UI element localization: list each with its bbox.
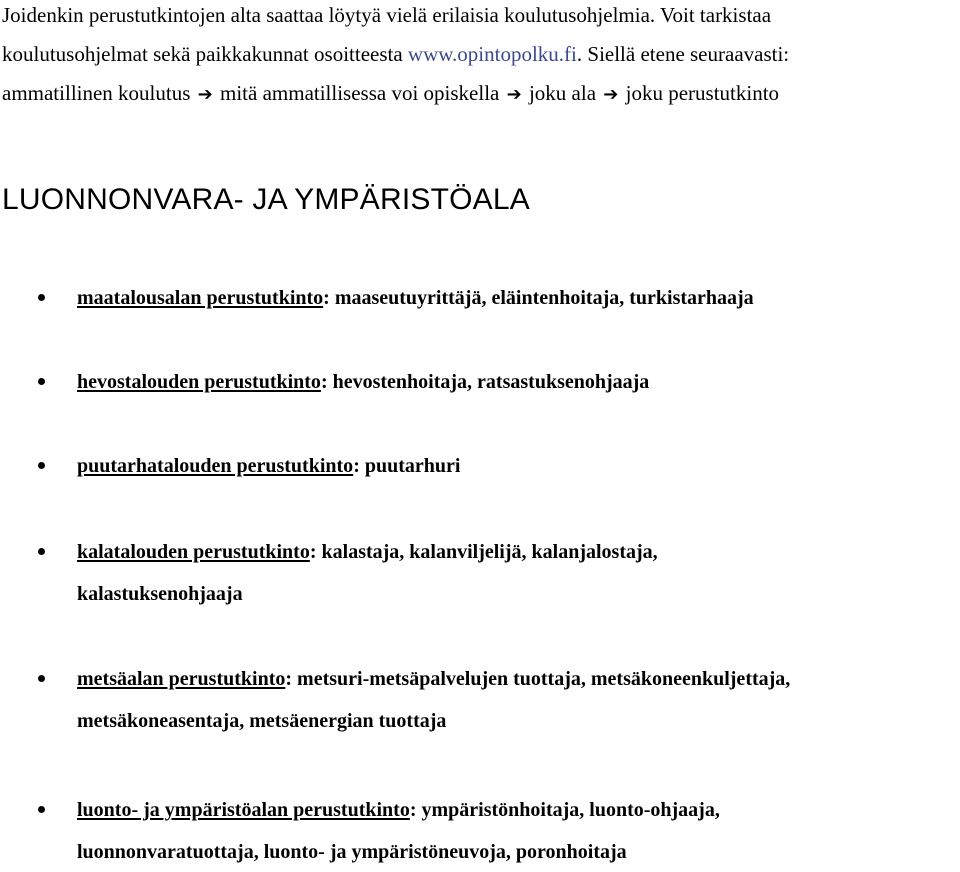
bullet-icon: [38, 548, 45, 555]
separator: :: [353, 455, 365, 477]
right-arrow-icon: ➔: [603, 84, 619, 105]
occupations: kalastaja, kalanviljelijä, kalanjalostaja,: [321, 541, 658, 563]
path-step-1: ammatillinen koulutus: [2, 81, 191, 105]
occupations-continued: luonnonvaratuottaja, luonto- ja ympäristöneuvoja, poronhoitaja: [77, 841, 627, 863]
degree-name: luonto- ja ympäristöalan perustutkinto: [77, 799, 410, 821]
intro-line-2: [2, 35, 958, 74]
intro-line-1: Joidenkin perustutkintojen alta saattaa löytyä vielä erilaisia koulutusohjelmia. Voit tarkistaa: [2, 3, 772, 27]
list-item-text: [77, 362, 960, 402]
bullet-icon: [38, 462, 45, 469]
opintopolku-link[interactable]: www.opintopolku.fi: [407, 42, 577, 66]
bullet-icon: [38, 675, 45, 682]
occupations: puutarhuri: [364, 455, 461, 477]
degree-name: metsäalan perustutkinto: [77, 668, 286, 690]
occupations: maaseutuyrittäjä, eläintenhoitaja, turkistarhaaja: [334, 287, 754, 309]
separator: :: [309, 541, 322, 563]
intro-text: [2, 0, 958, 114]
right-arrow-icon: ➔: [197, 84, 213, 105]
occupations: hevostenhoitaja, ratsastuksenohjaaja: [332, 371, 650, 393]
right-arrow-icon: ➔: [506, 84, 522, 105]
degree-name: hevostalouden perustutkinto: [77, 371, 321, 393]
separator: :: [320, 371, 333, 393]
path-step-2: mitä ammatillisessa voi opiskella: [220, 81, 500, 105]
degree-name: maatalousalan perustutkinto: [77, 287, 324, 309]
intro-line-2-end: . Siellä etene seuraavasti:: [576, 42, 790, 66]
navigation-path: [2, 74, 958, 114]
path-step-4: joku perustutkinto: [625, 81, 780, 105]
intro-line-2-start: koulutusohjelmat sekä paikkakunnat osoitteesta: [2, 42, 408, 66]
occupations-continued: kalastuksenohjaaja: [77, 583, 243, 605]
list-item-text: [77, 659, 960, 699]
bullet-icon: [38, 378, 45, 385]
section-heading: LUONNONVARA- JA YMPÄRISTÖALA: [2, 183, 530, 216]
degree-name: puutarhatalouden perustutkinto: [77, 455, 354, 477]
bullet-icon: [38, 806, 45, 813]
bullet-icon: [38, 294, 45, 301]
occupations: ympäristönhoitaja, luonto-ohjaaja,: [421, 799, 720, 821]
occupations: metsuri-metsäpalvelujen tuottaja, metsäkoneenkuljettaja,: [297, 668, 791, 690]
separator: :: [323, 287, 335, 309]
list-item-text: [77, 278, 960, 318]
list-item-text: [77, 532, 960, 572]
list-item-text: [77, 790, 960, 830]
path-step-3: joku ala: [528, 81, 597, 105]
separator: :: [409, 799, 422, 821]
list-item-text: [77, 446, 960, 486]
separator: :: [285, 668, 298, 690]
degree-name: kalatalouden perustutkinto: [77, 541, 310, 563]
occupations-continued: metsäkoneasentaja, metsäenergian tuottaja: [77, 710, 447, 732]
